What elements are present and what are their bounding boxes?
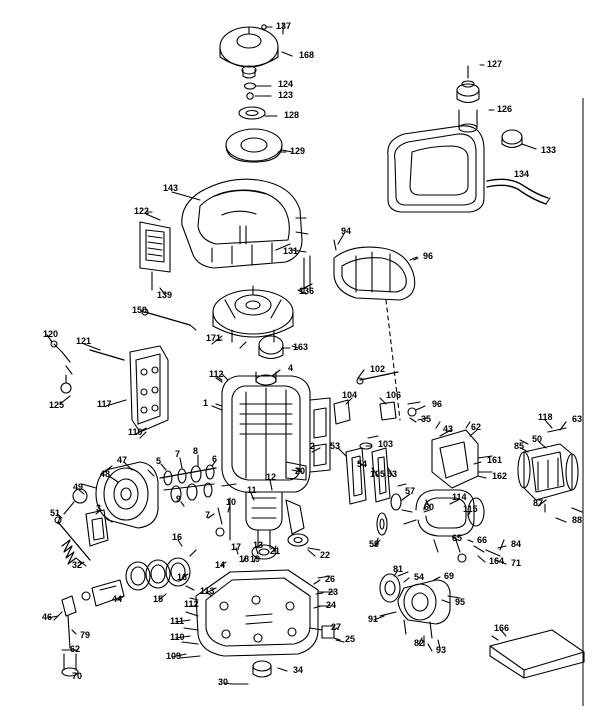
callout-label: 143 (163, 183, 179, 193)
callout-label: 95 (455, 597, 466, 607)
callout-label: 120 (43, 329, 59, 339)
callout-label: 70 (72, 671, 83, 681)
callout-label: 43 (443, 424, 454, 434)
callout-label: 133 (541, 145, 557, 155)
callout-label: 124 (278, 79, 294, 89)
callout-label: 103 (378, 439, 394, 449)
callout-label: 12 (266, 472, 277, 482)
callout-label: 127 (487, 59, 503, 69)
callout-label: 5 (156, 456, 162, 466)
callout-label: 23 (328, 587, 339, 597)
callout-label: 84 (511, 539, 522, 549)
callout-label: 17 (231, 542, 242, 552)
callout-label: 62 (70, 644, 81, 654)
callout-label: 117 (97, 399, 112, 409)
callout-label: 104 (342, 390, 358, 400)
callout-label: 81 (393, 564, 404, 574)
callout-label: 136 (299, 286, 315, 296)
callout-label: 125 (49, 400, 65, 410)
callout-label: 2 (310, 441, 316, 451)
callout-label: 35 (421, 414, 432, 424)
callout-label: 168 (299, 50, 315, 60)
callout-label: 25 (345, 634, 356, 644)
callout-label: 24 (326, 600, 337, 610)
callout-label: 129 (290, 146, 306, 156)
callout-label: 22 (320, 550, 331, 560)
callout-label: 15 (153, 594, 164, 604)
callout-label: 3 (96, 503, 102, 513)
callout-label: 96 (423, 251, 434, 261)
callout-label: 19 (250, 554, 261, 564)
callout-label: 111 (170, 616, 185, 626)
callout-label: 112 (209, 369, 224, 379)
callout-label: 69 (444, 571, 455, 581)
callout-label: 53 (330, 441, 341, 451)
callout-label: 18 (239, 554, 250, 564)
callout-label: 21 (270, 546, 281, 556)
callout-label: 60 (424, 502, 435, 512)
callout-label: 106 (386, 390, 402, 400)
callout-label: 105 (370, 469, 386, 479)
callout-label: 8 (193, 446, 199, 456)
callout-label: 14 (215, 560, 226, 570)
callout-label: 126 (497, 104, 513, 114)
callout-label: 54 (414, 572, 425, 582)
callout-label: 115 (463, 504, 478, 514)
callout-label: 113 (200, 586, 215, 596)
callout-label: 114 (452, 492, 467, 502)
callout-label: 121 (76, 336, 92, 346)
callout-label: 49 (73, 482, 84, 492)
callout-label: 87 (533, 498, 544, 508)
callout-label: 134 (514, 169, 530, 179)
callout-label: 63 (572, 414, 583, 424)
callout-label: 7 (175, 449, 181, 459)
callout-label: 48 (100, 469, 111, 479)
callout-label: 122 (134, 206, 150, 216)
callout-label: 102 (370, 364, 386, 374)
callout-label: 50 (532, 434, 543, 444)
callout-label: 13 (253, 540, 264, 550)
callout-label: 4 (288, 363, 294, 373)
callout-label: 93 (436, 645, 447, 655)
callout-label: 171 (206, 333, 222, 343)
callout-label: 71 (511, 558, 522, 568)
callout-label: 79 (80, 630, 91, 640)
callout-label: 54 (357, 459, 368, 469)
callout-label: 118 (538, 412, 553, 422)
callout-label: 44 (112, 594, 123, 604)
callout-label: 96 (432, 399, 443, 409)
callout-label: 82 (414, 638, 425, 648)
callout-label: 88 (572, 515, 583, 525)
callout-label: 59 (369, 539, 380, 549)
callout-label: 85 (514, 441, 525, 451)
callout-label: 27 (331, 622, 342, 632)
callout-label: 119 (128, 427, 143, 437)
callout-label: 162 (492, 471, 508, 481)
callout-label: 94 (341, 226, 352, 236)
callout-label: 137 (276, 21, 292, 31)
callout-label: 66 (477, 535, 488, 545)
callout-label: 150 (132, 305, 148, 315)
callout-label: 161 (487, 455, 503, 465)
callout-label: 32 (72, 560, 83, 570)
callout-label: 7 (205, 510, 211, 520)
callout-label: 164 (489, 556, 505, 566)
callout-label: 51 (50, 508, 61, 518)
callout-label: 112 (184, 599, 199, 609)
callout-label: 20 (295, 466, 306, 476)
callout-label: 16 (172, 532, 183, 542)
callout-label: 123 (278, 90, 294, 100)
callout-label: 6 (212, 454, 218, 464)
callout-label: 9 (176, 494, 182, 504)
callout-label: 16 (177, 572, 188, 582)
callout-label: 163 (293, 342, 309, 352)
callout-label: 34 (293, 665, 304, 675)
callout-label: 47 (117, 455, 128, 465)
callout-label: 57 (405, 486, 416, 496)
callout-label: 30 (218, 677, 229, 687)
callout-label: 10 (226, 497, 237, 507)
callout-label: 62 (471, 422, 482, 432)
callout-label: 109 (166, 651, 182, 661)
callout-label: 166 (494, 623, 510, 633)
callout-label: 46 (42, 612, 53, 622)
callout-label: 131 (283, 246, 299, 256)
callout-label: 110 (170, 632, 185, 642)
callout-label: 11 (247, 485, 257, 495)
callout-label: 65 (452, 533, 463, 543)
callout-label: 91 (368, 614, 379, 624)
callout-label: 53 (387, 469, 398, 479)
callout-label: 128 (284, 110, 300, 120)
callout-label: 26 (325, 574, 336, 584)
callout-label: 1 (203, 398, 209, 408)
callout-label: 139 (157, 290, 173, 300)
